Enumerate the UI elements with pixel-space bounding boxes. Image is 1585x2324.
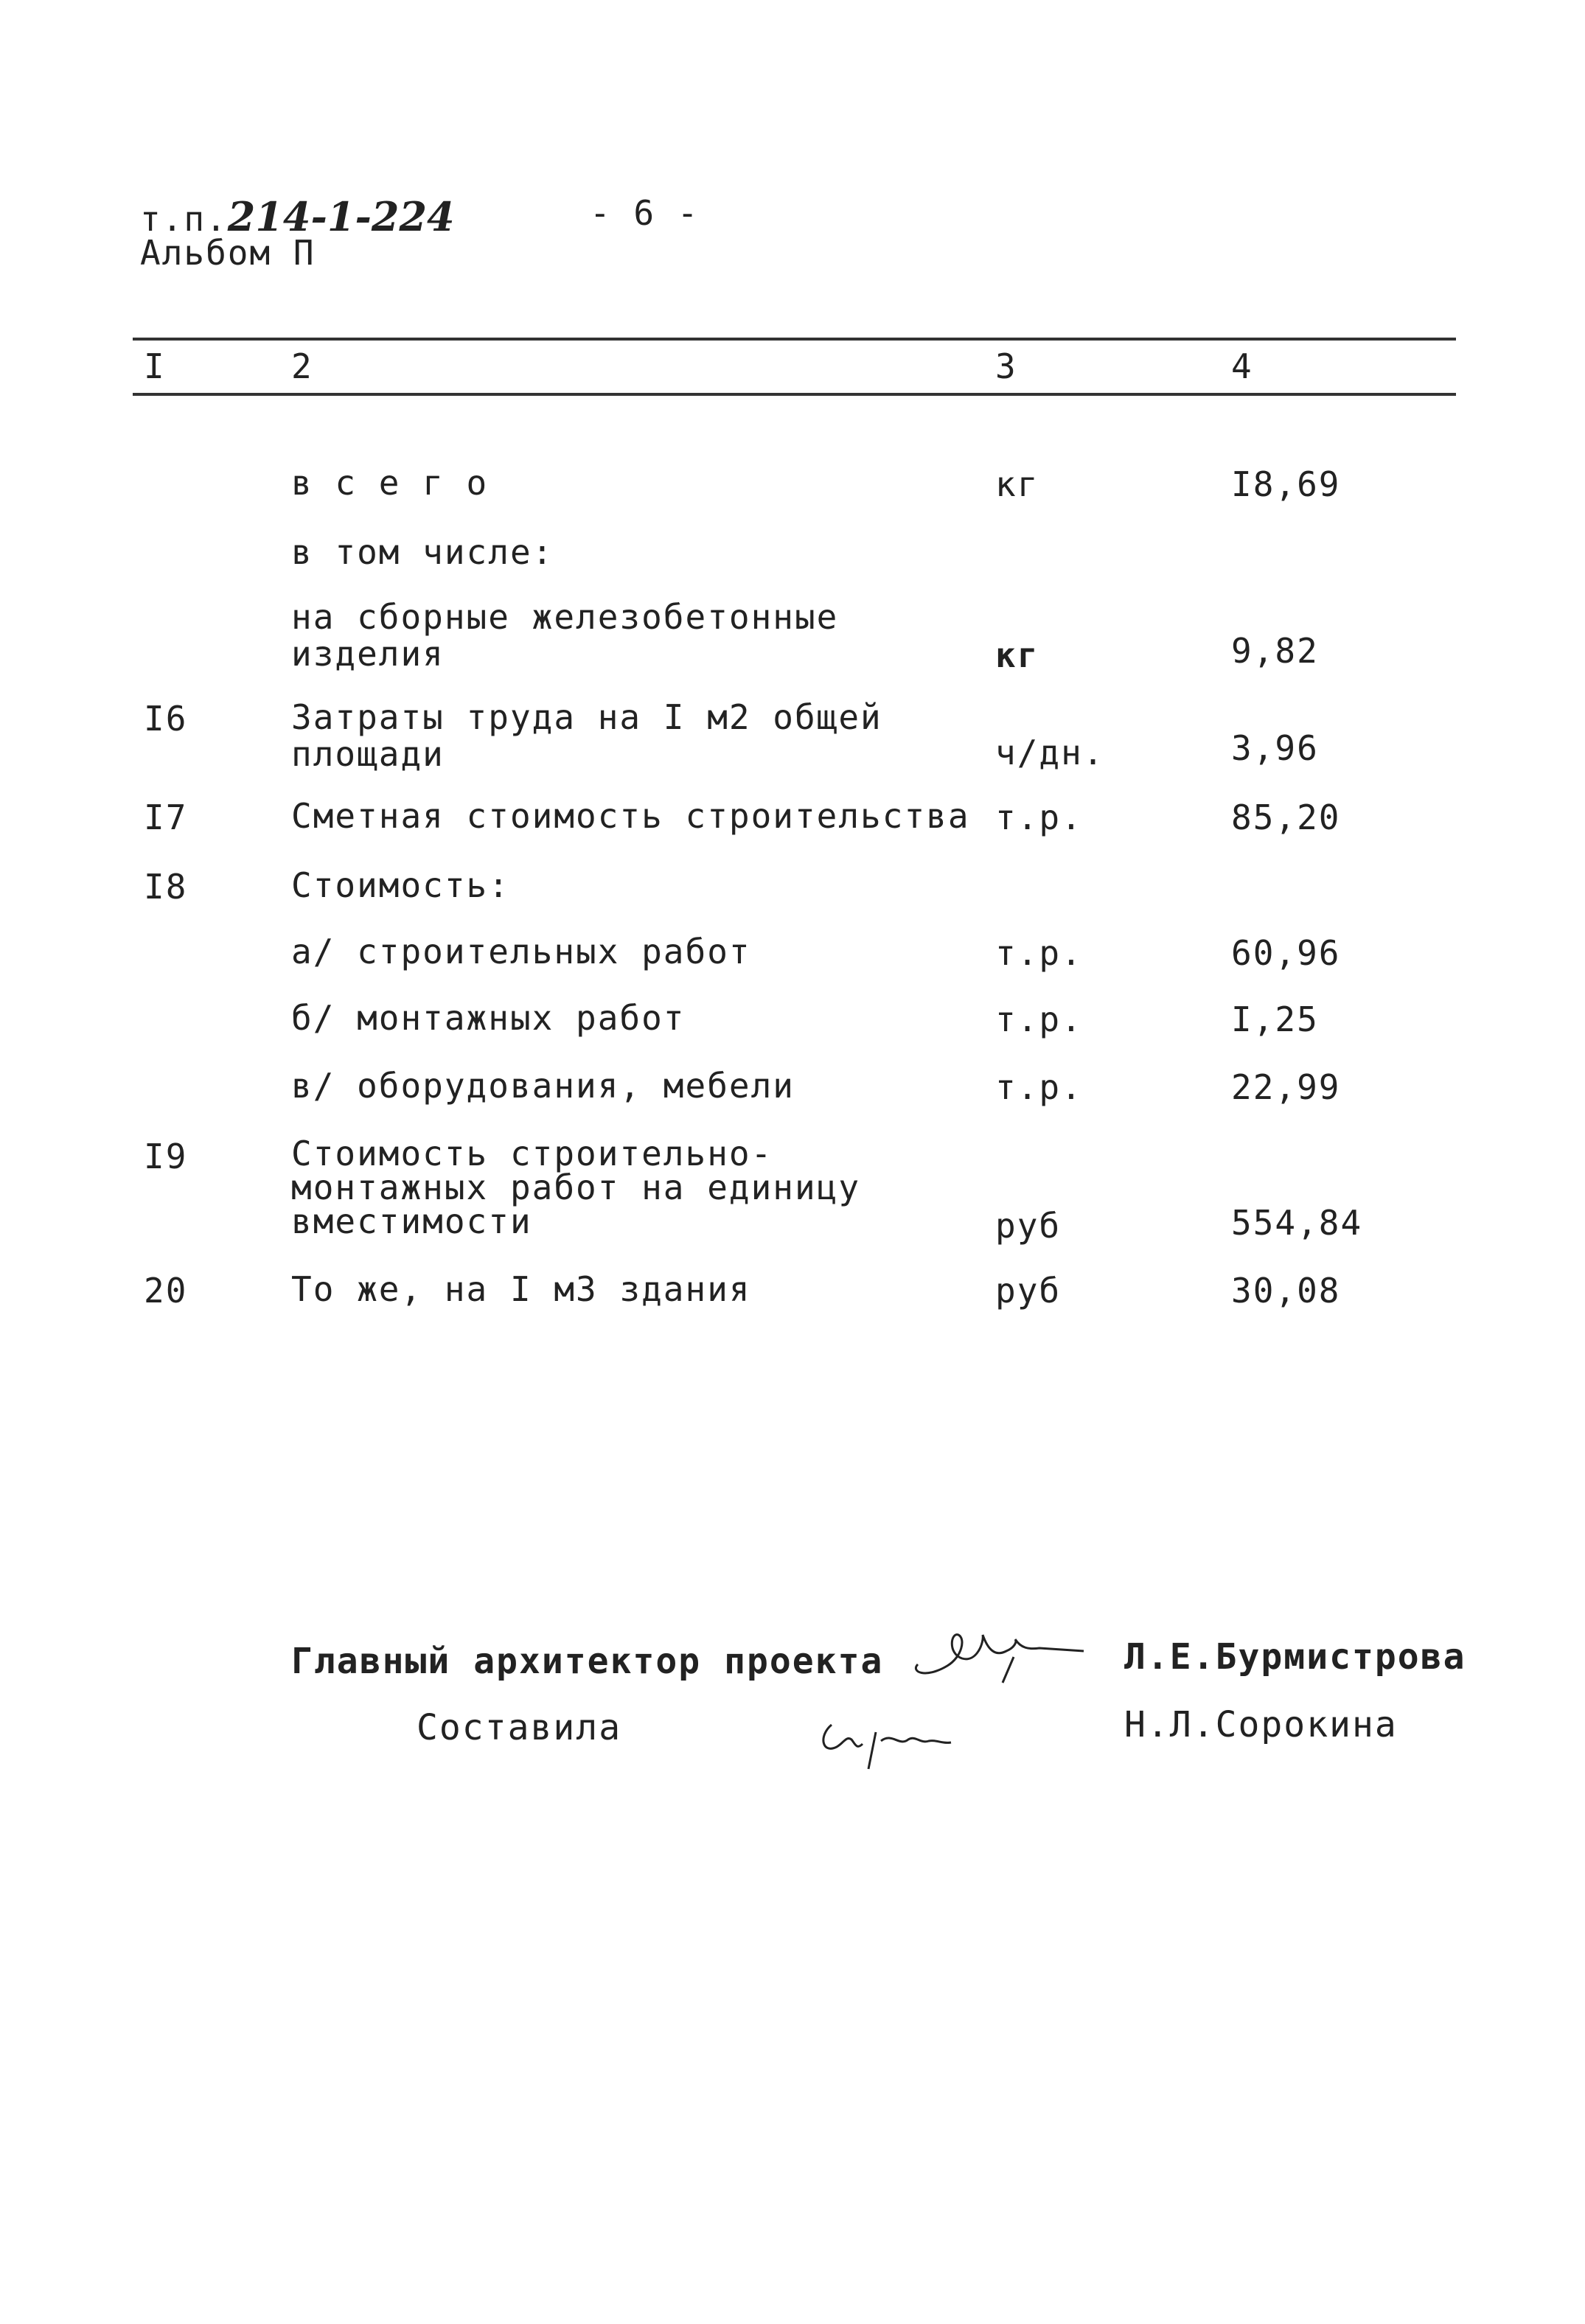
row-description: на сборные железобетонные изделия — [291, 597, 839, 674]
row-description: Стоимость: — [291, 865, 510, 905]
table-header-rule — [133, 393, 1456, 396]
column-header-3: 3 — [995, 346, 1017, 386]
row-value: 85,20 — [1231, 798, 1341, 837]
compiler-title: Составила — [417, 1707, 622, 1748]
chief-architect-name: Л.Е.Бурмистрова — [1124, 1636, 1466, 1678]
row-number: 20 — [144, 1271, 188, 1311]
row-value: 3,96 — [1231, 728, 1319, 768]
row-description: в с е г о — [291, 463, 489, 503]
row-description: а/ строительных работ — [291, 932, 751, 971]
row-value: 554,84 — [1231, 1203, 1363, 1243]
row-unit: кг — [995, 464, 1039, 504]
row-value: 22,99 — [1231, 1067, 1341, 1107]
code-prefix: т.п. — [140, 199, 228, 239]
row-value: I,25 — [1231, 999, 1319, 1039]
row-value: 9,82 — [1231, 631, 1319, 671]
row-description: в том числе: — [291, 532, 554, 572]
row-description: То же, на I м3 здания — [291, 1269, 751, 1309]
row-number: I6 — [144, 699, 188, 739]
row-unit: т.р. — [995, 798, 1083, 837]
row-description: б/ монтажных работ — [291, 998, 686, 1038]
row-unit: т.р. — [995, 1067, 1083, 1107]
chief-architect-title: Главный архитектор проекта — [291, 1641, 884, 1682]
compiler-signature — [811, 1695, 973, 1779]
album-label: Альбом П — [140, 233, 316, 273]
row-value: 30,08 — [1231, 1271, 1341, 1311]
column-header-1: I — [144, 346, 166, 386]
row-unit: руб — [995, 1271, 1062, 1311]
code-handwritten: 214-1-224 — [227, 193, 455, 240]
column-header-4: 4 — [1231, 346, 1253, 386]
compiler-name: Н.Л.Сорокина — [1124, 1704, 1398, 1745]
row-value: 60,96 — [1231, 933, 1341, 973]
row-number: I8 — [144, 867, 188, 907]
table-top-rule — [133, 338, 1456, 341]
row-unit: кг — [995, 635, 1039, 675]
page-number: - 6 - — [590, 193, 700, 233]
row-number: I7 — [144, 798, 188, 837]
chief-architect-signature — [896, 1613, 1095, 1697]
row-description: Сметная стоимость строительства — [291, 796, 970, 836]
row-description: в/ оборудования, мебели — [291, 1066, 795, 1106]
row-unit: ч/дн. — [995, 733, 1105, 772]
row-number: I9 — [144, 1137, 188, 1176]
row-unit: руб — [995, 1206, 1062, 1246]
row-unit: т.р. — [995, 933, 1083, 973]
column-header-2: 2 — [291, 346, 313, 386]
row-description: Стоимость строительно- монтажных работ на единицу вместимости — [291, 1134, 861, 1241]
row-value: I8,69 — [1231, 464, 1341, 504]
row-unit: т.р. — [995, 999, 1083, 1039]
row-description: Затраты труда на I м2 общей площади — [291, 697, 882, 774]
